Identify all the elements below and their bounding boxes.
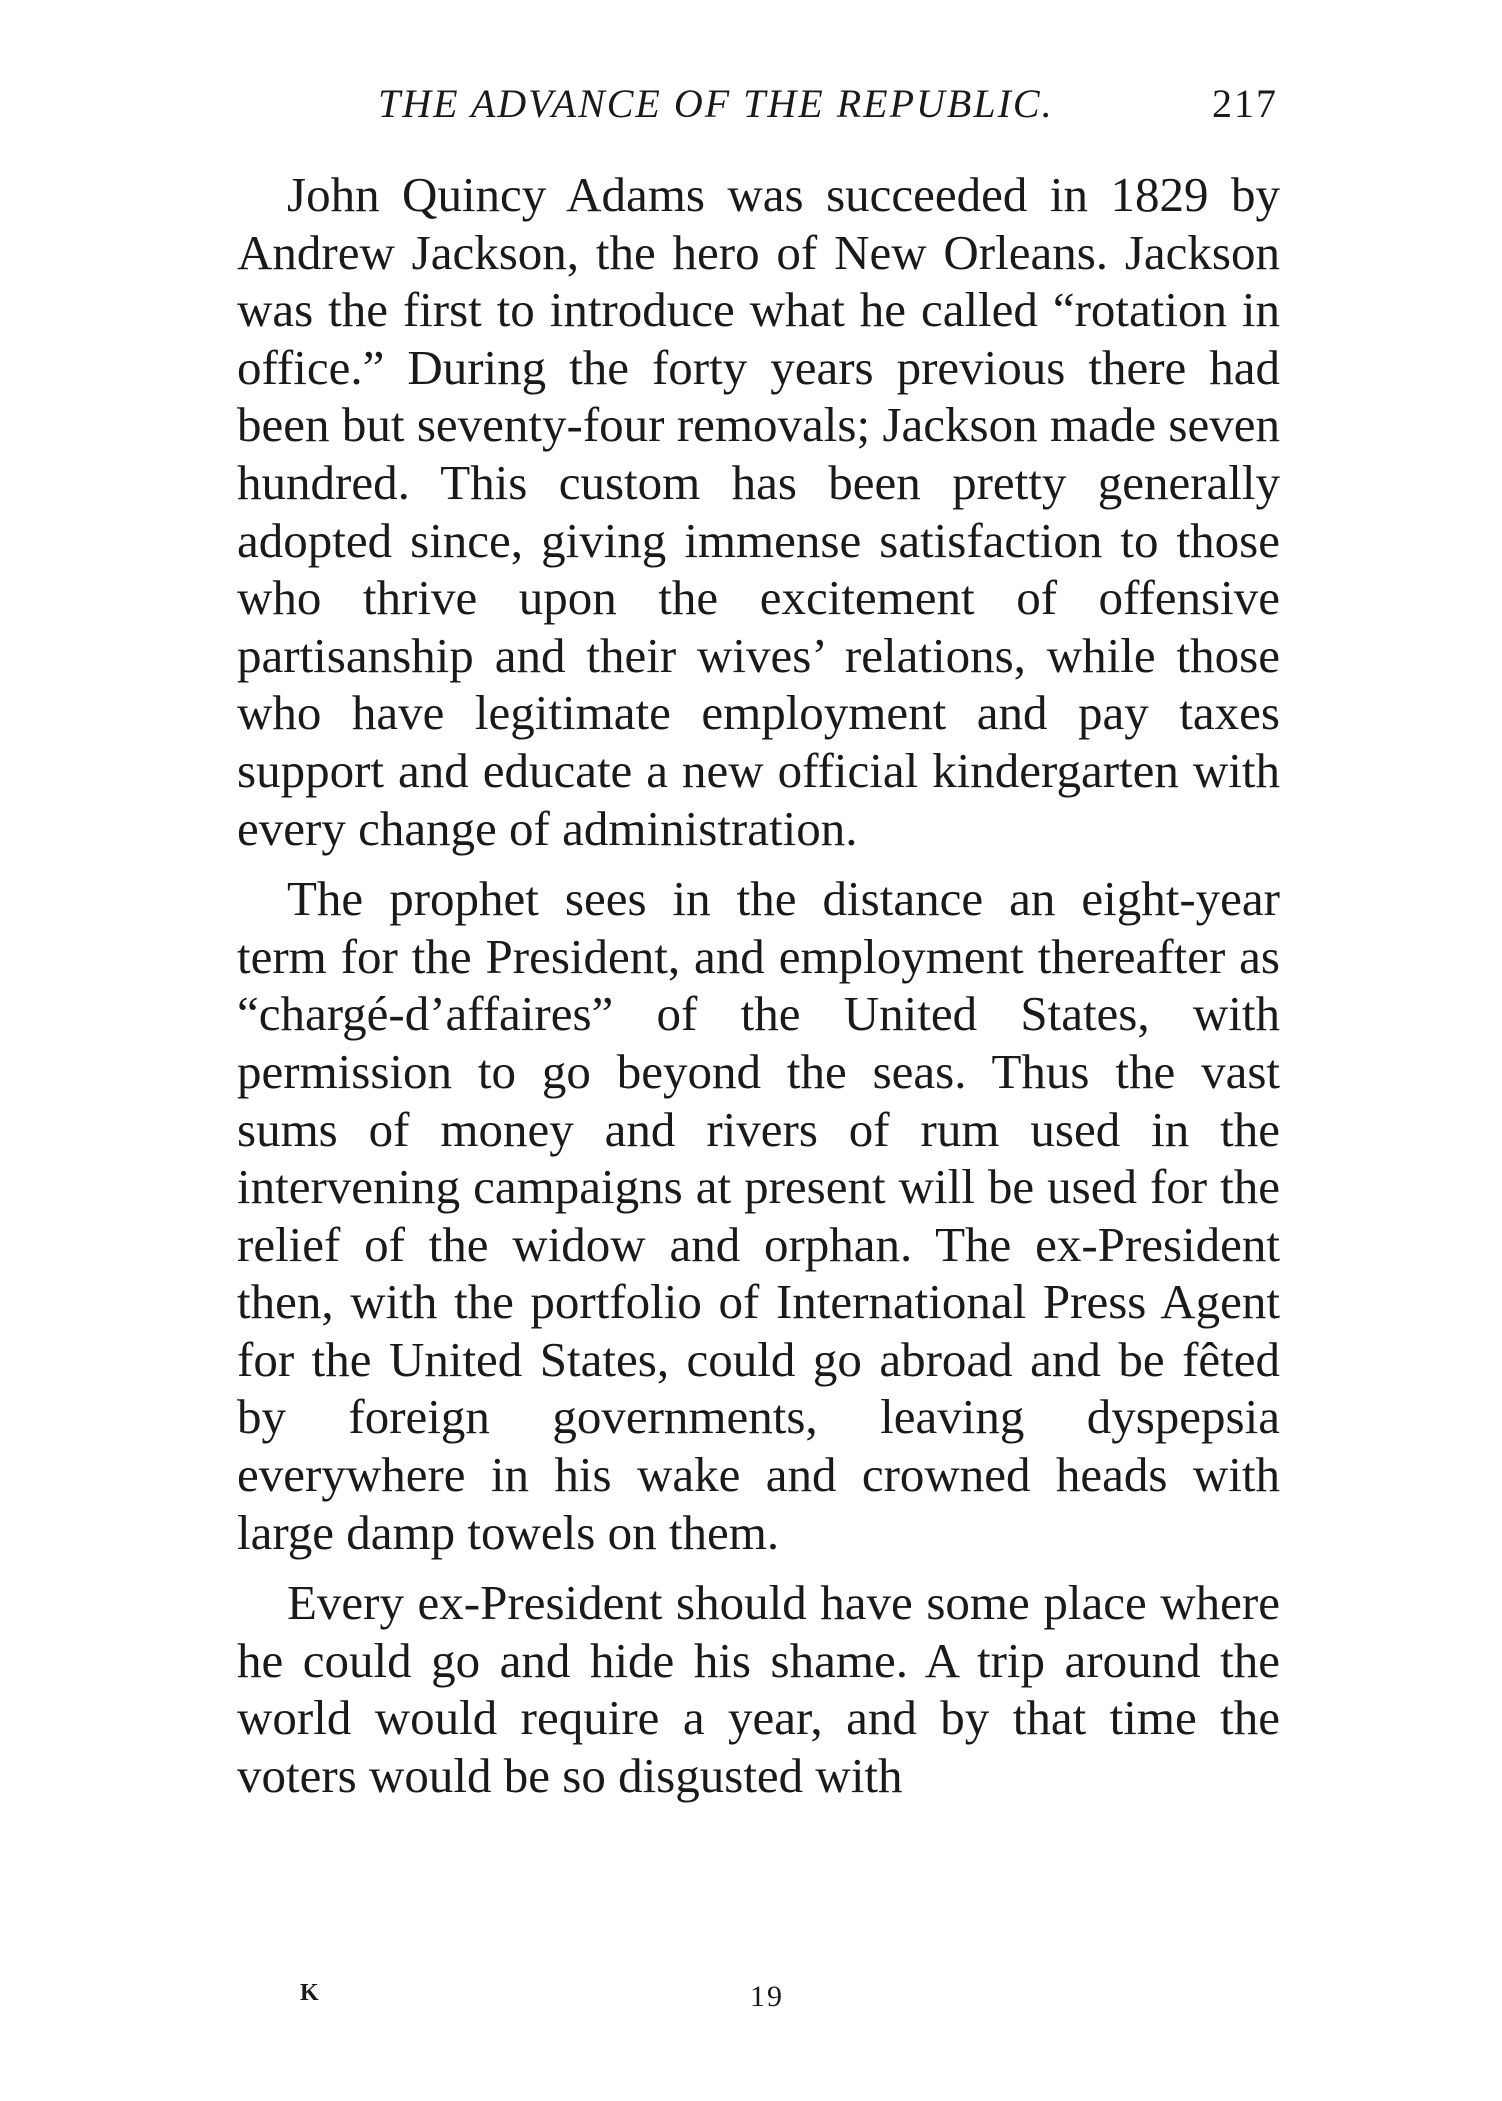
body-text	[237, 166, 1280, 1805]
running-head	[378, 74, 1278, 134]
page-number: 217	[1212, 81, 1278, 126]
signature-line	[0, 1980, 1502, 2020]
sheet-number: 19	[750, 1980, 784, 2013]
paragraph-3: Every ex-President should have some place where he could go and hide his shame. A trip around the world would require a year, and by that time the voters would be so disgusted with	[237, 1575, 1280, 1804]
running-title: THE ADVANCE OF THE REPUBLIC.	[378, 81, 1054, 126]
paragraph-2: The prophet sees in the distance an eight-year term for the President, and employment thereafter as “chargé-d’affaires” of the United States, with permission to go beyond the seas. Thus the vast sums of money and rivers of rum used in the intervening campaigns at present will be used for the relief of the widow and orphan. The ex-President then, with the portfolio of International Press Agent for the United States, could go abroad and be fêted by foreign governments, leaving dyspepsia everywhere in his wake and crowned heads with large damp towels on them.	[237, 871, 1280, 1560]
signature-mark: K	[300, 1980, 320, 2006]
paragraph-1: John Quincy Adams was succeeded in 1829 by Andrew Jackson, the hero of New Orleans. Jackson was the first to introduce what he called “rotation in office.” During the forty years previous there had been but seventy-four removals; Jackson made seven hundred. This custom has been pretty generally adopted since, giving immense satisfaction to those who thrive upon the excitement of offensive partisanship and their wives’ relations, while those who have legitimate employment and pay taxes support and educate a new official kindergarten with every change of administration.	[237, 167, 1280, 856]
